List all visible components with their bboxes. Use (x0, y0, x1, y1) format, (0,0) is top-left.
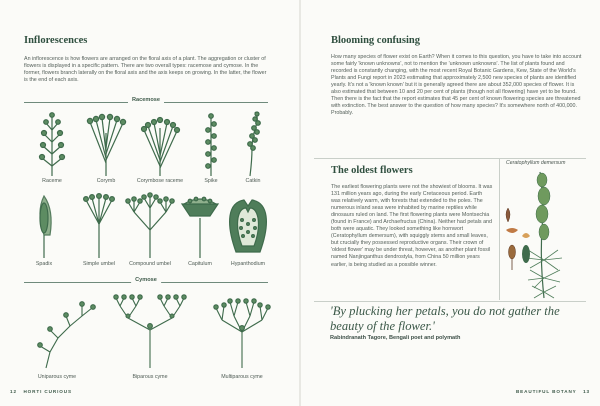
compound-umbel-label: Compound umbel (129, 261, 171, 267)
hornwort-stem-illustration (526, 172, 562, 298)
capitulum-diagram (182, 197, 218, 258)
uniparous-cyme-label: Uniparous cyme (37, 374, 77, 380)
catkin-diagram (248, 112, 261, 176)
oldest-flowers-title: The oldest flowers (331, 165, 413, 176)
cymose-header (24, 277, 268, 287)
oldest-flowers-text: The earliest flowering plants were not the showiest of blooms. It was 131 million years ago, during the early Cretaceous period. Earth was relatively warm, with forests that extended to the poles. The numerous inland seas were inhabited by marine reptiles while dinosaurs ruled on land. The first flowering plants were Montsechia (found in France) and Archaefructus (China). Neither had petals and both were aquatic. They looked something like hornwort (Ceratophyllum demersum), with squiggly stems and small leaves, but crucially they possessed reproductive organs. Their crown of 'oldest flower' may be under threat, however, as another plant fossil named Nanjinganthus dendrostyla, from China 50 million years earlier, is being studied as a possible winner. (331, 184, 493, 268)
inflorescences-title: Inflorescences (24, 35, 88, 46)
simple-umbel-label: Simple umbel (82, 261, 116, 267)
racemose-row1-illustrations (24, 108, 274, 178)
cymose-label: Cymose (131, 277, 161, 283)
racemose-header (24, 97, 268, 107)
racemose-row2-illustrations (24, 190, 274, 260)
inflorescences-intro: An inflorescence is how flowers are arranged on the floral axis of a plant. The aggregation or cluster of flowers is displayed in a specific pattern. There are two overall types: racemose and cymose. In the former, flowers branch laterally on the floral axis and the axis keeps on growing. In the latter, the flower is the end of each axis. (24, 56, 267, 84)
corymb-label: Corymb (96, 178, 116, 184)
quote-attribution: Rabindranath Tagore, Bengali poet and polymath (330, 335, 461, 341)
book-spine (299, 0, 301, 406)
hypanthodium-diagram (230, 200, 267, 252)
biparous-cyme-diagram (114, 295, 186, 368)
running-head-left: HORTI CURIOUS (23, 389, 72, 394)
pull-quote: 'By plucking her petals, you do not gather the beauty of the flower.' (330, 304, 560, 333)
raceme-diagram (40, 113, 65, 176)
running-head-right: BEAUTIFUL BOTANY (515, 389, 577, 394)
flower-detail-illustrations (506, 208, 530, 270)
biparous-cyme-label: Biparous cyme (132, 374, 168, 380)
uniparous-cyme-diagram (38, 302, 96, 368)
spadix-label: Spadix (35, 261, 53, 267)
corymb-diagram (87, 114, 125, 176)
oldest-flowers-top-rule (314, 158, 586, 159)
plate-caption: Ceratophyllum demersum (506, 160, 566, 166)
racemose-label: Racemose (128, 97, 164, 103)
catkin-label: Catkin (245, 178, 261, 184)
corymbose-raceme-diagram (142, 118, 180, 177)
footer-right (516, 389, 590, 394)
raceme-label: Raceme (42, 178, 62, 184)
page-number-right: 13 (583, 389, 590, 394)
capitulum-label: Capitulum (188, 261, 212, 267)
ceratophyllum-plate-illustration (500, 170, 586, 300)
multiparous-cyme-label: Multiparous cyme (221, 374, 263, 380)
compound-umbel-diagram (126, 193, 174, 258)
oldest-flowers-bottom-rule (314, 301, 586, 302)
blooming-confusing-text: How many species of flower exist on Earth? When it comes to this question, you have to take into account some fairly 'known unknowns', not to mention the 'unknown unknowns'. The list of plants found and recorded is constantly changing, with the most recent Royal Botanic Gardens, Kew, State of the World's Plants and Fungi report in 2023 estimating that approximately 2,500 new species of plants are identified yearly. It's not a 'known known' but it is generally agreed there are about 352,000 species of flower. It is also estimated that between 10 and 20 per cent of plants (though not all flowering) have yet to be found. Then there is the fact that the report estimates that 45 per cent of known flowering species are threatened with extinction. The best answer to the question of how many species? It's somewhere north of 400,000. Probably. (331, 54, 582, 117)
spike-diagram (206, 114, 217, 176)
multiparous-cyme-diagram (214, 299, 270, 368)
blooming-confusing-title: Blooming confusing (331, 35, 420, 46)
corymbose-raceme-label: Corymbose raceme (136, 178, 184, 184)
cymose-illustrations (24, 290, 274, 372)
spadix-diagram (40, 196, 51, 258)
hypanthodium-label: Hypanthodium (230, 261, 266, 267)
simple-umbel-diagram (84, 194, 115, 258)
footer-left (10, 389, 72, 394)
spike-label: Spike (204, 178, 218, 184)
page-number-left: 12 (10, 389, 17, 394)
